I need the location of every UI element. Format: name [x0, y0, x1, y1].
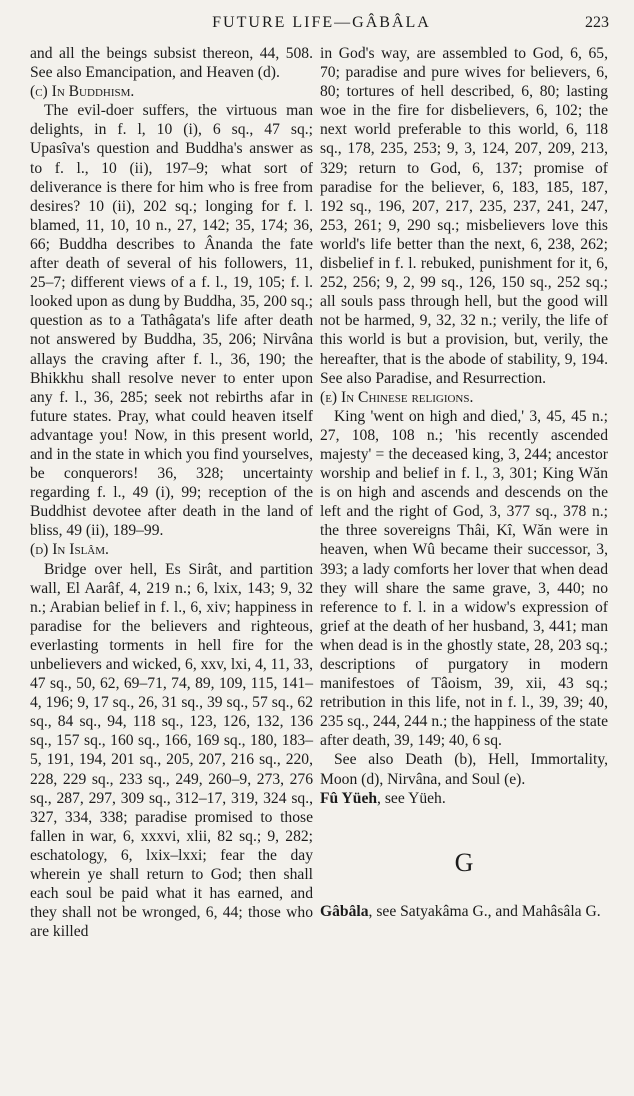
entry-headword: Fû Yüeh	[320, 789, 378, 807]
paragraph-islam-continued: in God's way, are assembled to God, 6, 65, 70; paradise and pure wives for believers, 6, 80; tortures of hell described, 6, 80; lasting woe in the fire for disbelievers, 6, 102; the next world preferable to this world, 6, 118 sq., 178, 235, 253; 9, 3, 124, 207, 209, 213, 329; return to God, 6, 137; promise of paradise for the believer, 6, 183, 185, 187, 192 sq., 196, 207, 217, 235, 237, 241, 247, 253, 261; 9, 290 sq.; misbelievers love this world's life better than the next, 6, 238, 262; disbelief in f. l. rebuked, punishment for it, 6, 252, 256; 9, 2, 99 sq., 126, 150 sq., 252 sq.; all souls pass through hell, but the good will not be harmed, 9, 32, 32 n.; verily, the life of this world is but a provision, but, verily, the hereafter, that is the abode of stability, 9, 194. See also Paradise, and Resurrection.	[320, 45, 608, 387]
entry-gabala	[320, 902, 608, 921]
continued-entry: and all the beings subsist thereon, 44, 508. See also Emancipation, and Heaven (d).	[30, 45, 313, 82]
page-header	[34, 14, 609, 38]
entry-reference: , see Satyakâma G., and Mahâsâla G.	[368, 902, 601, 920]
subheading-islam: (d) In Islâm.	[30, 541, 109, 559]
right-column	[320, 44, 608, 921]
left-column	[30, 44, 313, 941]
entry-headword: Gâbâla	[320, 902, 369, 920]
paragraph-chinese-religions: King 'went on high and died,' 3, 45, 45 n.; 27, 108, 108 n.; 'his recently ascended majesty' = the deceased king, 3, 244; ancestor worship and belief in f. l., 3, 301; King Wăn is on high and ascends and descends on the left and the right of God, 3, 377 sq., 378 n.; the three sovereigns Thâi, Kî, Wăn were in heaven, when Wû became their successor, 3, 393; a lady comforts her lover that when dead they will share the same grave, 3, 440; no reference to f. l. in a widow's expression of grief at the death of her husband, 3, 441; man when dead is in the ghostly state, 28, 203 sq.; descriptions of purgatory in modern manifestoes of Tâoism, 39, xii, 43 sq.; retribution in this life, not in f. l., 39, 39; 40, 235 sq., 244, 244 n.; the happiness of the state after death, 39, 149; 40, 6 sq.	[320, 407, 609, 750]
section-letter-heading: G	[454, 847, 474, 877]
entry-reference: , see Yüeh.	[377, 789, 446, 807]
subheading-chinese-religions: (e) In Chinese religions.	[320, 388, 474, 406]
page-number: 223	[585, 14, 609, 31]
running-head: FUTURE LIFE—GÂBÂLA	[212, 14, 431, 31]
entry-fu-yueh	[320, 789, 608, 808]
see-also-note: See also Death (b), Hell, Immortality, Moon (d), Nirvâna, and Soul (e).	[320, 751, 608, 788]
subheading-buddhism: (c) In Buddhism.	[30, 83, 135, 101]
paragraph-islam: Bridge over hell, Es Sirât, and partition wall, El Aarâf, 4, 219 n.; 6, lxix, 143; 9, 32 n.; Arabian belief in f. l., 6, xiv; happiness in paradise for the believers and righteous, everlasting torments in hell fire for the unbelievers and wicked, 6, xxv, lxi, 4, 11, 33, 47 sq., 50, 62, 69–71, 74, 89, 109, 115, 141–4, 196; 9, 17 sq., 26, 31 sq., 39 sq., 57 sq., 62 sq., 84 sq., 94, 118 sq., 123, 126, 132, 136 sq., 157 sq., 160 sq., 166, 169 sq., 180, 183–5, 191, 194, 201 sq., 205, 207, 216 sq., 220, 228, 229 sq., 233 sq., 249, 260–9, 273, 276 sq., 287, 297, 309 sq., 312–17, 319, 324 sq., 327, 334, 338; paradise promised to those fallen in war, 6, xxxvi, xlii, 82 sq.; 9, 282; eschatology, 6, lxix–lxxi; fear the day wherein ye shall return to God; then shall each soul be paid what it has earned, and they shall not be wronged, 6, 44; those who are killed	[30, 560, 313, 941]
paragraph-buddhism: The evil-doer suffers, the virtuous man delights, in f. l, 10 (i), 6 sq., 47 sq.; Upasîva's question and Buddha's answer as to f. l., 10 (ii), 197–9; what sort of deliverance is there for him who is free from desires? 10 (ii), 202 sq.; longing for f. l. blamed, 11, 10, 10 n., 27, 142; 35, 174; 36, 66; Buddha describes to Ânanda the fate after death of several of his followers, 11, 25–7; different views of a f. l., 19, 105; f. l. looked upon as dung by Buddha, 35, 200 sq.; question as to a Tathâgata's life after death not answered by Buddha, 35, 206; Nirvâna allays the craving after f. l., 36, 190; the Bhikkhu shall resolve never to enter upon any f. l., 36, 285; seek not rebirths afar in future states. Pray, what could heaven itself advantage you! Now, in this present world, and in the state in which you find yourselves, be conquerors! 36, 328; uncertainty regarding f. l., 49 (i), 99; reception of the Buddhist devotee after death in the land of bliss, 49 (ii), 189–99.	[30, 102, 313, 540]
